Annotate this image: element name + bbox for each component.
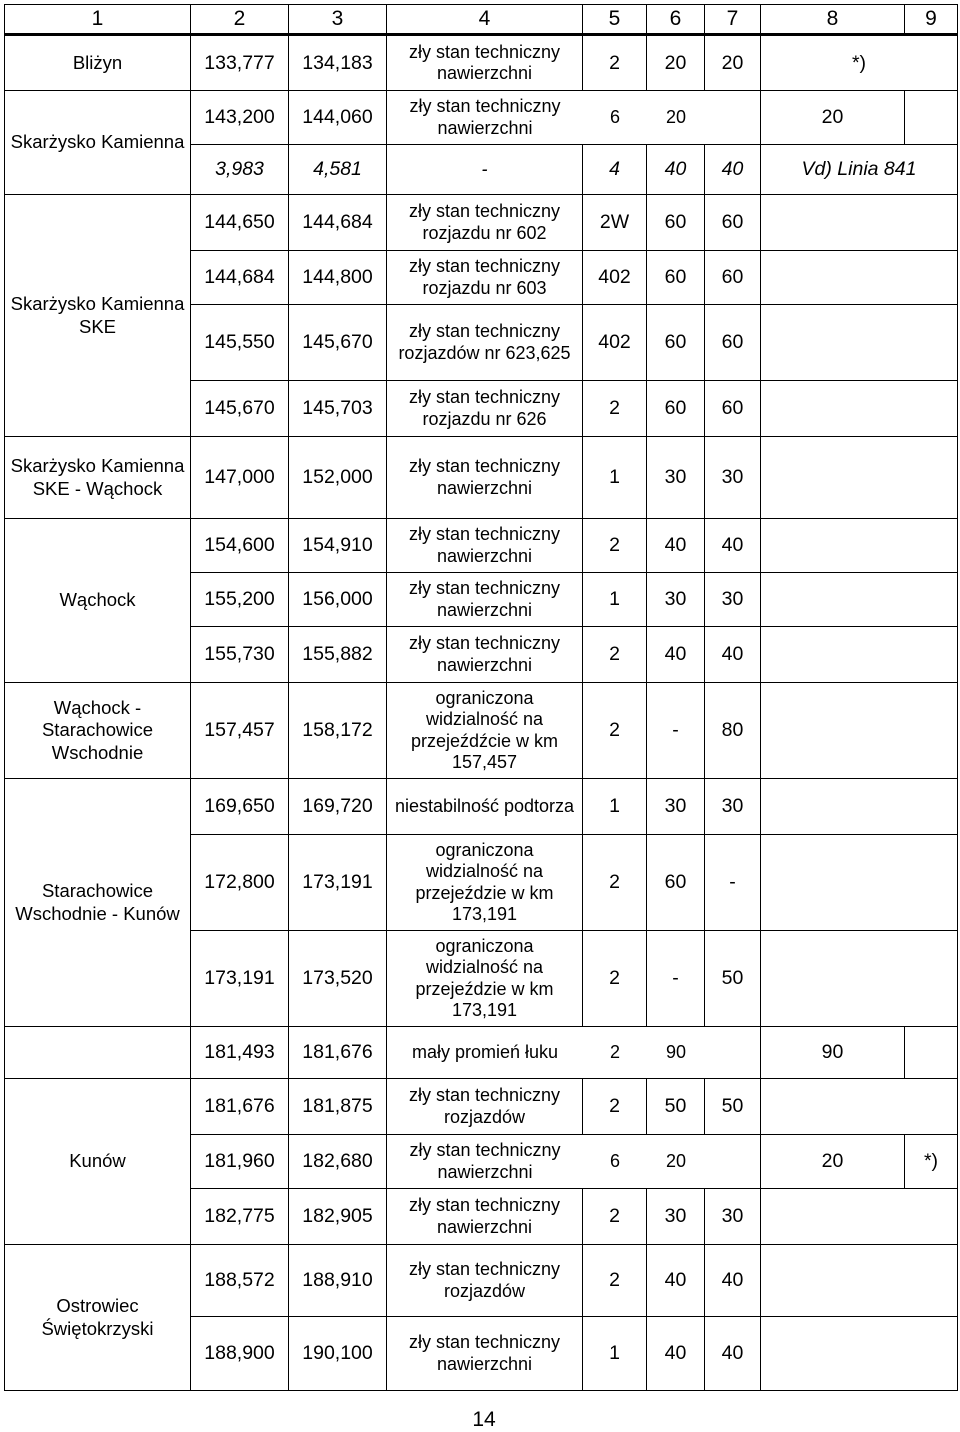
speed-limit-1: 90: [665, 1041, 687, 1062]
track-number: 2: [583, 35, 647, 91]
speed-limit-1: -: [647, 683, 705, 779]
restriction-description: ograniczona widzialność na przejeździe w km 173,191: [387, 931, 583, 1027]
track-number: 2: [583, 519, 647, 573]
track-number: 6: [609, 1150, 620, 1171]
note: [761, 573, 958, 627]
track-number: 2: [583, 381, 647, 437]
km-from: 181,493: [191, 1027, 289, 1079]
km-from: 173,191: [191, 931, 289, 1027]
speed-limit-1: 40: [647, 1317, 705, 1391]
km-to: 144,060: [289, 91, 387, 145]
note: [761, 1245, 958, 1317]
column-header: 8: [761, 5, 905, 35]
km-from: 157,457: [191, 683, 289, 779]
speed-limit-2: 40: [705, 145, 761, 195]
track-number: 2: [583, 627, 647, 683]
restriction-description: ograniczona widzialność na przejeździe w km 173,191: [387, 835, 583, 931]
station-name: Bliżyn: [5, 35, 191, 91]
note: [761, 381, 958, 437]
track-number: 2: [583, 1245, 647, 1317]
speed-limit-2: 20: [761, 1135, 905, 1189]
speed-limit-1: 60: [647, 381, 705, 437]
track-number: 402: [583, 251, 647, 305]
restriction-description: zły stan techniczny nawierzchni: [387, 519, 583, 573]
table-row: [5, 437, 958, 519]
track-number: 1: [583, 1317, 647, 1391]
column-number-header-row: [5, 5, 958, 35]
restriction-description: zły stan techniczny nawierzchni: [387, 1317, 583, 1391]
km-from: 3,983: [191, 145, 289, 195]
note: [761, 931, 958, 1027]
speed-limit-2: 20: [705, 35, 761, 91]
km-from: 169,650: [191, 779, 289, 835]
speed-limit-2: 60: [705, 251, 761, 305]
restriction-details: [387, 1027, 761, 1079]
column-header: 7: [705, 5, 761, 35]
table-row: [5, 1245, 958, 1317]
km-to: 145,670: [289, 305, 387, 381]
speed-limit-2: 50: [705, 1079, 761, 1135]
restriction-description: zły stan techniczny nawierzchni: [409, 96, 561, 138]
track-number: 4: [583, 145, 647, 195]
speed-limit-1: 20: [647, 35, 705, 91]
km-to: 152,000: [289, 437, 387, 519]
table-row: [5, 195, 958, 251]
km-to: 155,882: [289, 627, 387, 683]
column-header: 2: [191, 5, 289, 35]
column-header: 9: [905, 5, 958, 35]
speed-limit-1: 30: [647, 779, 705, 835]
note: [761, 1189, 958, 1245]
speed-limit-1: 60: [647, 305, 705, 381]
speed-limit-2: 40: [705, 1245, 761, 1317]
km-from: 145,550: [191, 305, 289, 381]
speed-limit-1: 40: [647, 627, 705, 683]
km-from: 182,775: [191, 1189, 289, 1245]
km-to: 144,684: [289, 195, 387, 251]
km-from: 172,800: [191, 835, 289, 931]
restriction-description: zły stan techniczny nawierzchni: [387, 437, 583, 519]
track-number: 1: [583, 437, 647, 519]
speed-limit-2: -: [705, 835, 761, 931]
table-row: [5, 35, 958, 91]
speed-limit-2: 60: [705, 195, 761, 251]
km-to: 158,172: [289, 683, 387, 779]
table-row: [5, 91, 958, 145]
note: [905, 1027, 958, 1079]
km-from: 188,900: [191, 1317, 289, 1391]
station-name: Kunów: [5, 1079, 191, 1245]
note: [761, 627, 958, 683]
km-from: 143,200: [191, 91, 289, 145]
restriction-description: zły stan techniczny rozjazdu nr 602: [387, 195, 583, 251]
speed-limit-1: 30: [647, 573, 705, 627]
km-from: 144,650: [191, 195, 289, 251]
track-number: 6: [609, 106, 620, 127]
table-row: [5, 519, 958, 573]
note: [761, 195, 958, 251]
restriction-description: zły stan techniczny nawierzchni: [409, 1140, 561, 1182]
restriction-description: ograniczona widzialność na przejeźdźcie w km 157,457: [387, 683, 583, 779]
km-to: 181,676: [289, 1027, 387, 1079]
track-number: 2: [583, 683, 647, 779]
station-name: Skarżysko Kamienna: [5, 91, 191, 195]
restriction-description: -: [387, 145, 583, 195]
speed-limit-1: 40: [647, 1245, 705, 1317]
km-to: 134,183: [289, 35, 387, 91]
column-header: 6: [647, 5, 705, 35]
speed-limit-2: 60: [705, 381, 761, 437]
speed-limit-2: 30: [705, 779, 761, 835]
track-number: 2: [583, 1079, 647, 1135]
station-name: Wąchock - Starachowice Wschodnie: [5, 683, 191, 779]
restriction-description: zły stan techniczny nawierzchni: [387, 35, 583, 91]
speed-limit-1: 20: [665, 1150, 687, 1171]
km-from: 155,730: [191, 627, 289, 683]
speed-limit-2: 30: [705, 1189, 761, 1245]
station-name: Wąchock: [5, 519, 191, 683]
track-number: 2W: [583, 195, 647, 251]
km-from: 147,000: [191, 437, 289, 519]
note: *): [905, 1135, 958, 1189]
track-number: 2: [583, 1189, 647, 1245]
km-to: 144,800: [289, 251, 387, 305]
speed-limit-1: 50: [647, 1079, 705, 1135]
table-row: [5, 1079, 958, 1135]
note: [761, 835, 958, 931]
table-row: [5, 779, 958, 835]
table-row: [5, 683, 958, 779]
km-from: 133,777: [191, 35, 289, 91]
speed-restrictions-table: [4, 4, 958, 1391]
km-to: 182,680: [289, 1135, 387, 1189]
note: [761, 779, 958, 835]
page-number: 14: [472, 1408, 496, 1431]
column-header: 5: [583, 5, 647, 35]
km-to: 173,191: [289, 835, 387, 931]
speed-limit-2: 30: [705, 437, 761, 519]
speed-limit-2: 60: [705, 305, 761, 381]
restrictions-body: [5, 35, 958, 1391]
track-number: 2: [609, 1041, 620, 1062]
restriction-description: zły stan techniczny rozjazdów nr 623,625: [387, 305, 583, 381]
speed-limit-1: 30: [647, 437, 705, 519]
km-to: 182,905: [289, 1189, 387, 1245]
speed-limit-1: 40: [647, 519, 705, 573]
km-to: 154,910: [289, 519, 387, 573]
track-number: 402: [583, 305, 647, 381]
note: [761, 437, 958, 519]
restriction-description: zły stan techniczny nawierzchni: [387, 573, 583, 627]
column-header: 4: [387, 5, 583, 35]
restriction-description: zły stan techniczny rozjazdów: [387, 1079, 583, 1135]
km-to: 173,520: [289, 931, 387, 1027]
km-to: 181,875: [289, 1079, 387, 1135]
speed-limit-2: 80: [705, 683, 761, 779]
km-from: 181,960: [191, 1135, 289, 1189]
km-to: 169,720: [289, 779, 387, 835]
track-number: 2: [583, 931, 647, 1027]
restriction-details: [387, 1135, 761, 1189]
document-page: [4, 4, 958, 1431]
speed-limit-2: 40: [705, 627, 761, 683]
station-name: Skarżysko Kamienna SKE - Wąchock: [5, 437, 191, 519]
restriction-description: zły stan techniczny nawierzchni: [387, 627, 583, 683]
km-from: 181,676: [191, 1079, 289, 1135]
speed-limit-2: 30: [705, 573, 761, 627]
km-to: 190,100: [289, 1317, 387, 1391]
note: Vd) Linia 841: [761, 145, 958, 195]
note: [761, 1317, 958, 1391]
km-to: 156,000: [289, 573, 387, 627]
speed-limit-2: 20: [761, 91, 905, 145]
km-from: 188,572: [191, 1245, 289, 1317]
note: [905, 91, 958, 145]
note: [761, 1079, 958, 1135]
column-header: 1: [5, 5, 191, 35]
station-name: Ostrowiec Świętokrzyski: [5, 1245, 191, 1391]
station-name: Starachowice Wschodnie - Kunów: [5, 779, 191, 1027]
km-to: 145,703: [289, 381, 387, 437]
speed-limit-1: 20: [665, 106, 687, 127]
km-from: 155,200: [191, 573, 289, 627]
station-name: Skarżysko Kamienna SKE: [5, 195, 191, 437]
track-number: 2: [583, 835, 647, 931]
restriction-description: niestabilność podtorza: [387, 779, 583, 835]
track-number: 1: [583, 779, 647, 835]
km-from: 154,600: [191, 519, 289, 573]
speed-limit-1: 40: [647, 145, 705, 195]
km-from: 145,670: [191, 381, 289, 437]
table-row: [5, 1027, 958, 1079]
speed-limit-1: 30: [647, 1189, 705, 1245]
restriction-description: zły stan techniczny nawierzchni: [387, 1189, 583, 1245]
note: [761, 305, 958, 381]
speed-limit-1: 60: [647, 195, 705, 251]
speed-limit-1: 60: [647, 251, 705, 305]
speed-limit-1: -: [647, 931, 705, 1027]
note: [761, 519, 958, 573]
speed-limit-2: 40: [705, 519, 761, 573]
restriction-description: mały promień łuku: [411, 1041, 559, 1062]
km-from: 144,684: [191, 251, 289, 305]
restriction-description: zły stan techniczny rozjazdów: [387, 1245, 583, 1317]
restriction-description: zły stan techniczny rozjazdu nr 626: [387, 381, 583, 437]
speed-limit-1: 60: [647, 835, 705, 931]
note: [761, 251, 958, 305]
speed-limit-2: 40: [705, 1317, 761, 1391]
km-to: 4,581: [289, 145, 387, 195]
note: *): [761, 35, 958, 91]
km-to: 188,910: [289, 1245, 387, 1317]
station-name: [5, 1027, 191, 1079]
track-number: 1: [583, 573, 647, 627]
column-header: 3: [289, 5, 387, 35]
note: [761, 683, 958, 779]
restriction-description: zły stan techniczny rozjazdu nr 603: [387, 251, 583, 305]
speed-limit-2: 90: [761, 1027, 905, 1079]
speed-limit-2: 50: [705, 931, 761, 1027]
restriction-details: [387, 91, 761, 145]
